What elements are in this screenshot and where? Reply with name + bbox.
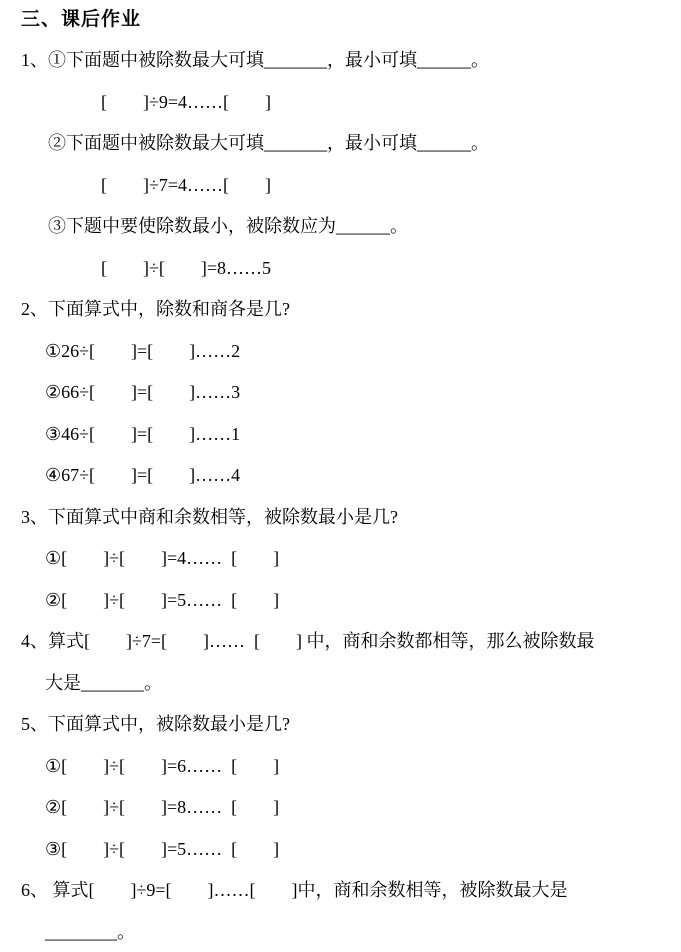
q2-sub4-equation: ④67÷[ ]=[ ]……4 xyxy=(45,465,241,486)
q6-text-line2: ________。 xyxy=(45,921,135,942)
q1-sub2-text: ②下面题中被除数最大可填_______，最小可填______。 xyxy=(48,133,489,154)
q6-text-line1: 6、 算式[ ]÷9=[ ]……[ ]中，商和余数相等，被除数最大是 xyxy=(21,880,568,901)
q3-sub2-equation: ②[ ]÷[ ]=5…… [ ] xyxy=(45,589,280,610)
q1-sub2-equation: [ ]÷7=4……[ ] xyxy=(101,174,272,195)
q2-sub1-equation: ①26÷[ ]=[ ]……2 xyxy=(45,340,241,361)
q1-sub1-text: 1、①下面题中被除数最大可填_______，最小可填______。 xyxy=(21,50,489,71)
q3-sub1-equation: ①[ ]÷[ ]=4…… [ ] xyxy=(45,548,280,569)
q1-sub1-equation: [ ]÷9=4……[ ] xyxy=(101,91,272,112)
q5-text: 5、下面算式中，被除数最小是几? xyxy=(21,714,290,735)
page-title: 三、课后作业 xyxy=(21,9,142,31)
q4-text-line2: 大是_______。 xyxy=(45,672,162,693)
q1-sub3-equation: [ ]÷[ ]=8……5 xyxy=(101,257,272,278)
q2-text: 2、下面算式中，除数和商各是几? xyxy=(21,299,290,320)
q5-sub3-equation: ③[ ]÷[ ]=5…… [ ] xyxy=(45,838,280,859)
q2-sub3-equation: ③46÷[ ]=[ ]……1 xyxy=(45,423,241,444)
q5-sub1-equation: ①[ ]÷[ ]=6…… [ ] xyxy=(45,755,280,776)
q5-sub2-equation: ②[ ]÷[ ]=8…… [ ] xyxy=(45,797,280,818)
q1-sub3-text: ③下题中要使除数最小，被除数应为______。 xyxy=(48,216,408,237)
q4-text-line1: 4、算式[ ]÷7=[ ]…… [ ] 中，商和余数都相等，那么被除数最 xyxy=(21,631,595,652)
q3-text: 3、下面算式中商和余数相等，被除数最小是几? xyxy=(21,506,398,527)
worksheet-lines xyxy=(0,39,681,952)
q2-sub2-equation: ②66÷[ ]=[ ]……3 xyxy=(45,382,241,403)
